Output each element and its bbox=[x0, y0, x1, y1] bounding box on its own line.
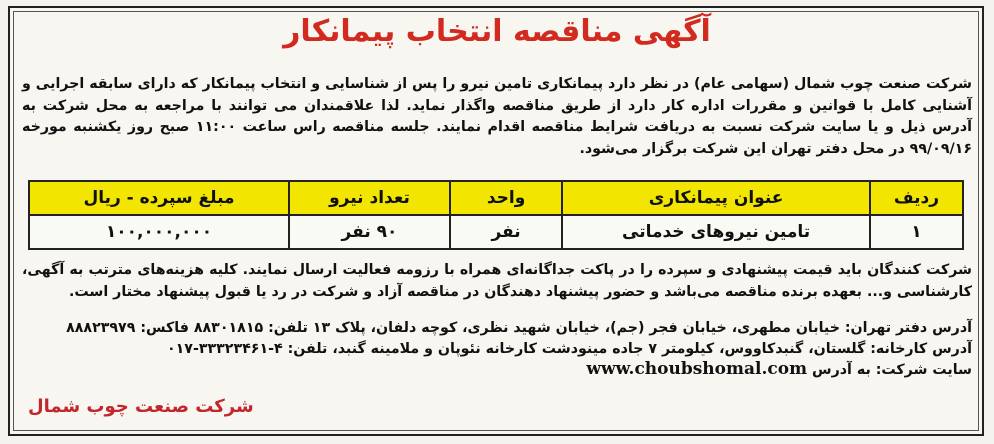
table-header-row bbox=[29, 181, 963, 215]
conditions-paragraph: شرکت کنندگان باید قیمت پیشنهادی و سپرده را در پاکت جداگانه‌ای همراه با رزومه فعالیت ارسال نمایند. کلیه هزینه‌های مترتب به آگهی، کارشناسی و... بعهده برنده مناقصه می‌باشد و حضور پیشنهاد دهندگان در مناقصه آزاد و شرکت در رد یا قبول پیشنهاد مختار است. bbox=[22, 262, 972, 300]
company-name: شرکت صنعت چوب شمال (سهامی عام) bbox=[693, 76, 972, 92]
intro-paragraph bbox=[22, 74, 972, 160]
header-deposit-amount: مبلغ سپرده - ریال bbox=[29, 181, 289, 215]
factory-address: آدرس کارخانه: گلستان، گنبدکاووس، کیلومتر ۷ جاده مینودشت کارخانه نئوپان و ملامینه گنبد، تلفن: ۴-۳۳۳۲۳۴۶۱-۰۱۷ bbox=[166, 340, 972, 357]
contact-lines bbox=[22, 318, 972, 381]
cell-contract-title: تامین نیروهای خدماتی bbox=[562, 215, 870, 249]
company-signature: شرکت صنعت چوب شمال bbox=[28, 396, 254, 417]
notice-title: آگهی مناقصه انتخاب پیمانکار bbox=[283, 14, 711, 49]
cell-unit: نفر bbox=[450, 215, 562, 249]
intro-text: در نظر دارد پیمانکاری تامین نیرو را پس از شناسایی و انتخاب پیمانکار که دارای سابقه اجرایی و آشنایی کامل با قوانین و مقررات اداره کار دارد از طریق مناقصه واگذار نماید. لذا علاقمندان می توانند با مراجعه به محل شرکت به آدرس ذیل و یا سایت شرکت نسبت به دریافت شرایط مناقصه اقدام نمایند. جلسه مناقصه راس ساعت ۱۱:۰۰ صبح روز یکشنبه مورخه ۹۹/۰۹/۱۶ در محل دفتر تهران این شرکت برگزار می‌شود. bbox=[22, 76, 972, 157]
header-unit: واحد bbox=[450, 181, 562, 215]
cell-row-number: ۱ bbox=[870, 215, 963, 249]
cell-deposit-amount: ۱۰۰,۰۰۰,۰۰۰ bbox=[29, 215, 289, 249]
tehran-address: آدرس دفتر تهران: خیابان مطهری، خیابان فجر (جم)، خیابان شهید نظری، کوچه دلفان، پلاک ۱۳ تلفن: ۸۸۳۰۱۸۱۵ فاکس: ۸۸۸۲۳۹۷۹ bbox=[66, 320, 972, 336]
cell-staff-count: ۹۰ نفر bbox=[289, 215, 450, 249]
website-line bbox=[22, 359, 972, 381]
website-label: سایت شرکت: به آدرس bbox=[812, 362, 972, 378]
header-row-number: ردیف bbox=[870, 181, 963, 215]
header-staff-count: تعداد نیرو bbox=[289, 181, 450, 215]
table-row bbox=[29, 215, 963, 249]
website-link[interactable]: www.choubshomal.com bbox=[586, 359, 808, 379]
tender-table bbox=[28, 180, 964, 250]
header-contract-title: عنوان پیمانکاری bbox=[562, 181, 870, 215]
